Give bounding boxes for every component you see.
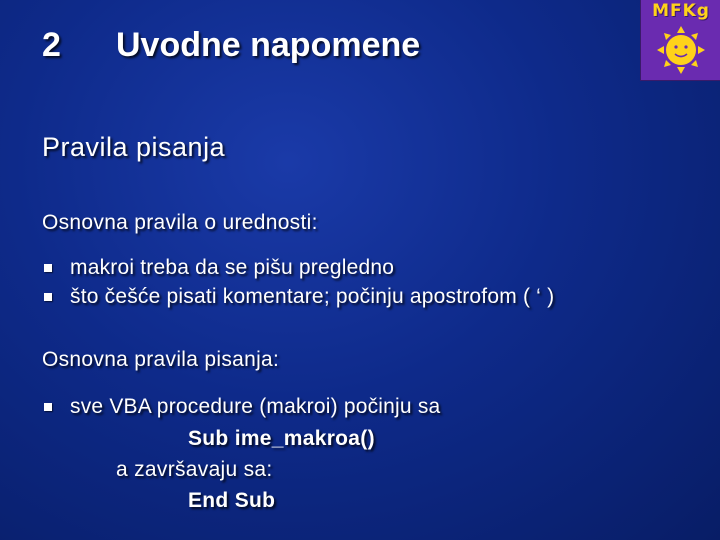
bullet-list-neatness — [42, 253, 554, 311]
section-heading-writing: Osnovna pravila pisanja: — [42, 348, 280, 371]
subtitle: Pravila pisanja — [42, 132, 226, 162]
slide-title: Uvodne napomene — [116, 26, 421, 64]
logo-text: MFKg — [652, 1, 710, 21]
code-sub-line: Sub ime_makroa() — [188, 427, 375, 450]
continuation-text: a završavaju sa: — [116, 458, 273, 481]
code-end-sub-line: End Sub — [188, 489, 276, 512]
square-bullet-icon — [44, 264, 52, 272]
square-bullet-icon — [44, 293, 52, 301]
list-item: što češće pisati komentare; počinju apostrofom ( ‘ ) — [42, 282, 554, 311]
slide-number: 2 — [42, 26, 61, 64]
mfkg-logo — [640, 0, 720, 81]
bullet-list-writing — [42, 392, 440, 421]
section-heading-neatness: Osnovna pravila o urednosti: — [42, 211, 318, 234]
list-item: makroi treba da se pišu pregledno — [42, 253, 554, 282]
square-bullet-icon — [44, 403, 52, 411]
list-item: sve VBA procedure (makroi) počinju sa — [42, 392, 440, 421]
